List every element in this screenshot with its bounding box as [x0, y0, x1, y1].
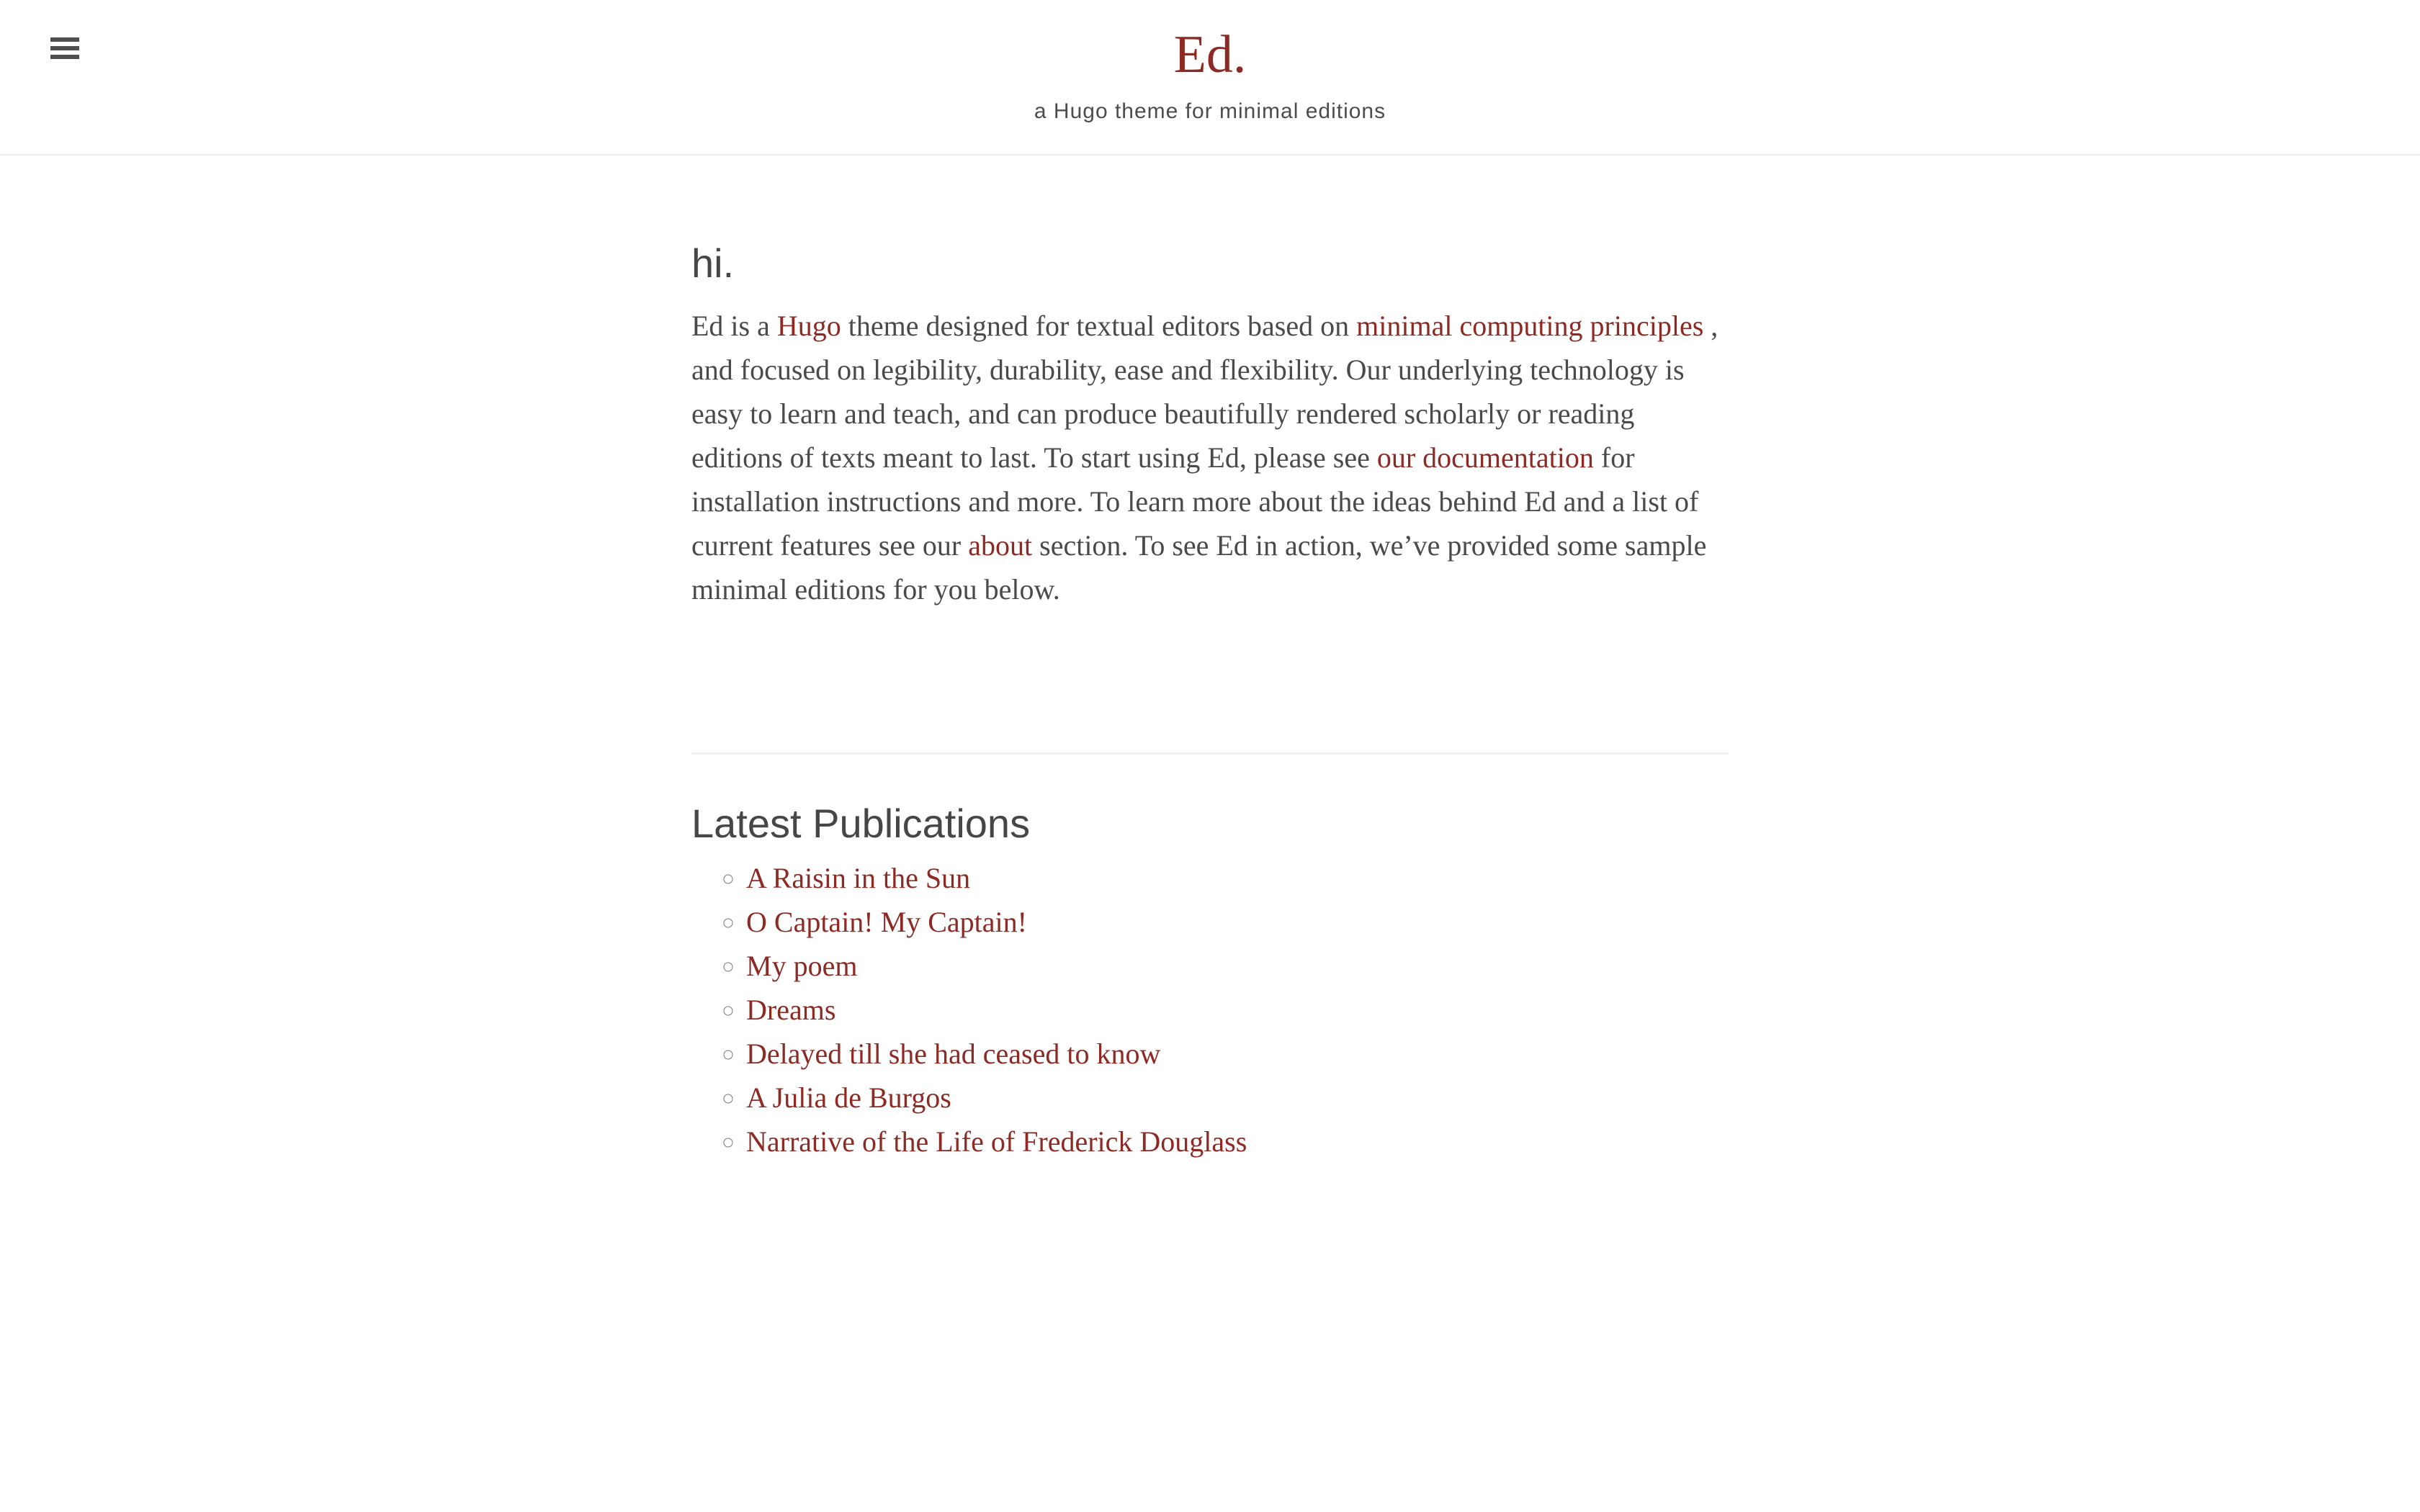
publication-item — [746, 856, 1729, 900]
publications-list — [691, 856, 1729, 1164]
section-divider — [691, 752, 1729, 755]
publication-item — [746, 988, 1729, 1032]
hugo-link[interactable]: Hugo — [776, 309, 841, 342]
publication-link[interactable]: Narrative of the Life of Frederick Douglass — [746, 1125, 1247, 1158]
about-link[interactable]: about — [968, 528, 1033, 562]
hamburger-icon — [50, 55, 79, 59]
publication-link[interactable]: A Raisin in the Sun — [746, 861, 971, 894]
publication-link[interactable]: O Captain! My Captain! — [746, 905, 1027, 938]
main-content — [691, 239, 1729, 1163]
publication-link[interactable]: A Julia de Burgos — [746, 1081, 951, 1114]
minimal-computing-principles-link[interactable]: minimal computing principles — [1356, 309, 1704, 342]
publication-item — [746, 900, 1729, 944]
site-header — [0, 0, 2420, 156]
menu-button[interactable] — [50, 37, 79, 59]
publication-link[interactable]: Dreams — [746, 993, 836, 1026]
intro-heading: hi. — [691, 240, 735, 287]
intro-text: section. To see Ed in action, we’ve provided some sample minimal editions for you below. — [691, 528, 1707, 606]
documentation-link[interactable]: our documentation — [1376, 441, 1594, 474]
intro-text: for installation instructions and more. To learn more about the ideas behind Ed and a list of current features see our — [691, 441, 1699, 562]
intro-text: , and focused on legibility, durability, ease and flexibility. Our underlying technology is easy to learn and teach, and can produce beautifully rendered scholarly or reading editions of texts meant to last. To start using Ed, please see — [691, 309, 1718, 474]
hamburger-icon — [50, 37, 79, 42]
publication-item — [746, 1120, 1729, 1164]
publication-item — [746, 944, 1729, 988]
publication-link[interactable]: My poem — [746, 949, 858, 982]
intro-paragraph — [691, 304, 1729, 611]
site-subtitle: a Hugo theme for minimal editions — [1034, 99, 1386, 124]
intro-text: Ed is a — [691, 309, 777, 342]
publication-item — [746, 1032, 1729, 1076]
publication-item — [746, 1076, 1729, 1120]
site-title[interactable]: Ed. — [1173, 25, 1247, 84]
hamburger-icon — [50, 46, 79, 50]
publications-heading: Latest Publications — [691, 800, 1031, 846]
publication-link[interactable]: Delayed till she had ceased to know — [746, 1037, 1161, 1070]
intro-text: theme designed for textual editors based on — [841, 309, 1357, 342]
